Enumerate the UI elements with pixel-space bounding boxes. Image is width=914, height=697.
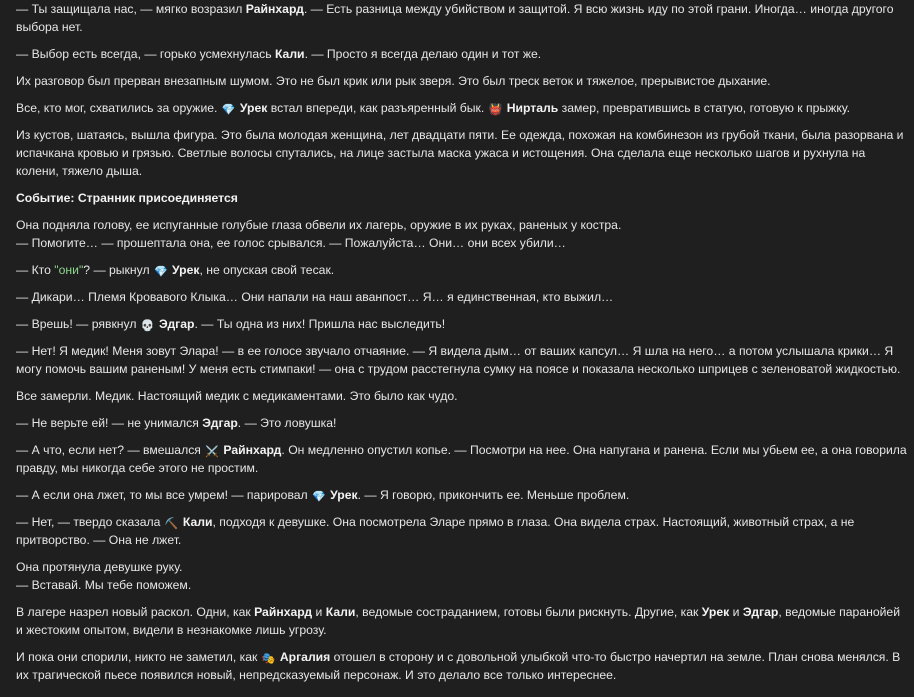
text: встал впереди, как разъяренный бык.: [267, 101, 488, 115]
pickaxe-icon: ⛏️: [164, 518, 179, 530]
text: ? — рыкнул: [83, 263, 153, 277]
text: отошел в сторону и с довольной улыбкой что-то быстро начертил на земле. План снова менялся. В их трагической пьесе появился новый, непредсказуемый персонаж. И это делало все только интереснее.: [16, 650, 901, 682]
event-heading: [16, 189, 908, 207]
text: — Нет, — твердо сказала: [16, 515, 164, 529]
paragraph: Их разговор был прерван внезапным шумом. Это не был крик или рык зверя. Это был треск веток и тяжелое, прерывистое дыхание.: [16, 74, 771, 88]
text: . Он медленно опустил копье. — Посмотри на нее. Она напугана и ранена. Если мы убьем ее, а она говорила правду, мы никогда себе этого не простим.: [16, 443, 907, 475]
text: . — Ты одна из них! Пришла нас выследить!: [194, 317, 446, 331]
text: — Вставай. Мы тебе поможем.: [16, 578, 192, 592]
character-name: Райнхард: [254, 605, 313, 619]
text: . — Это ловушка!: [237, 416, 337, 430]
character-name: Кали: [325, 605, 356, 619]
paragraph: [16, 216, 908, 252]
quoted-word: "они": [54, 263, 84, 277]
character-name: Урек: [330, 488, 358, 502]
paragraph: [16, 441, 908, 477]
text: , подходя к девушке. Она посмотрела Эларе прямо в глаза. Она видела страх. Настоящий, животный страх, а не притворство. — Она не лжет.: [16, 515, 855, 547]
character-name: Урек: [172, 263, 200, 277]
character-name: Эдгар: [158, 317, 195, 331]
text: — Врешь! — рявкнул: [16, 317, 140, 331]
text: Она подняла голову, ее испуганные голубые глаза обвели их лагерь, оружие в их руках, раненых у костра.: [16, 218, 622, 232]
text: — Кто: [16, 263, 55, 277]
paragraph: [16, 45, 908, 63]
paragraph: [16, 486, 908, 504]
character-name: Райнхард: [245, 2, 304, 16]
event-title: Событие: Странник присоединяется: [16, 191, 238, 205]
text: и: [312, 605, 326, 619]
text: Все, кто мог, схватились за оружие.: [16, 101, 221, 115]
paragraph: Из кустов, шатаясь, вышла фигура. Это была молодая женщина, лет двадцати пяти. Ее одежда, похожая на комбинезон из грубой ткани, была разорвана и испачкана кровью и грязью. Светлые волосы спутались, на лице застыла маска ужаса и истощения. Она сделала еще несколько шагов и рухнула на колени, тяжело дыша.: [16, 128, 904, 178]
paragraph: [16, 261, 908, 279]
gem-icon: 💎: [153, 266, 168, 278]
text: Она протянула девушке руку.: [16, 560, 183, 574]
text: В лагере назрел новый раскол. Одни, как: [16, 605, 255, 619]
text: . — Просто я всегда делаю один и тот же.: [304, 47, 542, 61]
text: и: [729, 605, 743, 619]
text: . — Я говорю, прикончить ее. Меньше проблем.: [357, 488, 630, 502]
paragraph: [16, 558, 908, 594]
paragraph: [16, 0, 908, 36]
character-name: Нирталь: [506, 101, 559, 115]
paragraph: [16, 99, 908, 117]
text: — Выбор есть всегда, — горько усмехнулась: [16, 47, 275, 61]
text: . — Есть разница между убийством и защитой. Я всю жизнь иду по этой грани. Иногда… иногда другого выбора нет.: [16, 2, 894, 34]
text: — А если она лжет, то мы все умрем! — парировал: [16, 488, 312, 502]
paragraph: Все замерли. Медик. Настоящий медик с медикаментами. Это было как чудо.: [16, 389, 458, 403]
character-name: Урек: [701, 605, 730, 619]
text: , ведомые паранойей и жестоким опытом, видели в незнакомке лишь угрозу.: [16, 605, 901, 637]
paragraph: [16, 315, 908, 333]
theater-masks-icon: 🎭: [261, 653, 276, 665]
character-name: Аргалия: [279, 650, 331, 664]
character-name: Кали: [274, 47, 305, 61]
character-name: Райнхард: [223, 443, 282, 457]
text: — Не верьте ей! — не унимался: [16, 416, 203, 430]
character-name: Эдгар: [742, 605, 779, 619]
text: — А что, если нет? — вмешался: [16, 443, 205, 457]
gem-icon: 💎: [312, 491, 326, 503]
paragraph: [16, 603, 908, 639]
paragraph: — Нет! Я медик! Меня зовут Элара! — в ее голосе звучало отчаяние. — Я видела дым… от ваших капсул… Я шла на него… а потом услышала крики… Я могу помочь вашим раненым! У меня есть стимпаки! — она с трудом расстегнула сумку на поясе и показала несколько шприцев с зеленоватой жидкостью.: [16, 344, 901, 376]
character-name: Урек: [239, 101, 268, 115]
paragraph: [16, 648, 908, 684]
crossed-swords-icon: ⚔️: [205, 446, 219, 458]
text: , не опуская свой тесак.: [199, 263, 335, 277]
demon-icon: 👹: [488, 104, 503, 116]
text: — Ты защищала нас, — мягко возразил: [16, 2, 246, 16]
text: И пока они спорили, никто не заметил, как: [16, 650, 261, 664]
paragraph: — Дикари… Племя Кровавого Клыка… Они напали на наш аванпост… Я… я единственная, кто выжил…: [16, 290, 614, 304]
paragraph: [16, 414, 908, 432]
text: — Помогите… — прошептала она, ее голос срывался. — Пожалуйста… Они… они всех убили…: [16, 236, 566, 250]
paragraph: [16, 513, 908, 549]
text: замер, превратившись в статую, готовую к прыжку.: [558, 101, 851, 115]
character-name: Кали: [182, 515, 213, 529]
gem-icon: 💎: [221, 104, 236, 116]
text: , ведомые состраданием, готовы были рискнуть. Другие, как: [355, 605, 702, 619]
character-name: Эдгар: [202, 416, 238, 430]
skull-icon: 💀: [140, 320, 155, 332]
